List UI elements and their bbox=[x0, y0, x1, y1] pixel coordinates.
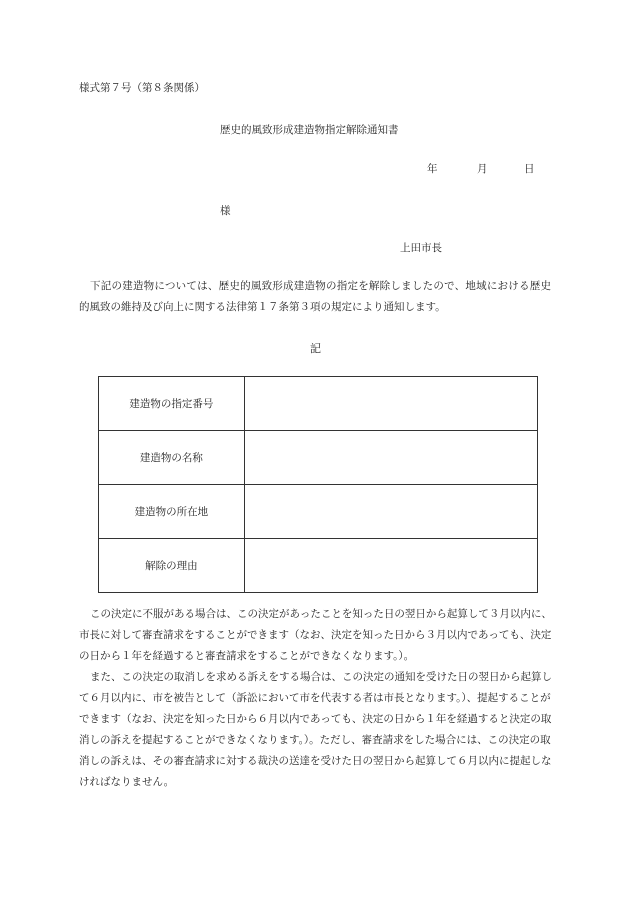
table-row bbox=[99, 431, 538, 485]
date-year-label: 年 bbox=[427, 163, 438, 175]
appeal-paragraph-review: この決定に不服がある場合は、この決定があったことを知った日の翌日から起算して３月以内に、市長に対して審査請求をすることができます（なお、決定を知った日から３月以内であっても、決定の日から１年を経過すると審査請求をすることができなくなります。）。 bbox=[79, 608, 552, 662]
addressee-suffix: 様 bbox=[220, 205, 231, 217]
table-row bbox=[99, 539, 538, 593]
building-location-value[interactable] bbox=[244, 485, 537, 539]
appeal-notice bbox=[79, 604, 559, 793]
issuer-name: 上田市長 bbox=[400, 242, 442, 254]
appeal-paragraph-lawsuit: また、この決定の取消しを求める訴えをする場合は、この決定の通知を受けた日の翌日から起算して６月以内に、市を被告として（訴訟において市を代表する者は市長となります。）、提起することができます（なお、決定を知った日から６月以内であっても、決定の日から１年を経過すると決定の取消しの訴えを提起することができなくなります。）。ただし、審査請求をした場合には、この決定の取消しの訴えは、その審査請求に対する裁決の送達を受けた日の翌日から起算して６月以内に提起しなければなりません。 bbox=[79, 671, 552, 788]
date-line bbox=[0, 161, 630, 177]
designation-number-value[interactable] bbox=[244, 377, 537, 431]
date-day-label: 日 bbox=[524, 163, 535, 175]
intro-paragraph: 下記の建造物については、歴史的風致形成建造物の指定を解除しましたので、地域における歴史的風致の維持及び向上に関する法律第１７条第３項の規定により通知します。 bbox=[79, 280, 551, 313]
building-info-table bbox=[98, 376, 538, 593]
ki-heading: 記 bbox=[310, 342, 321, 355]
table-row bbox=[99, 485, 538, 539]
document-title: 歴史的風致形成建造物指定解除通知書 bbox=[220, 124, 399, 136]
form-number: 様式第７号（第８条関係） bbox=[79, 82, 205, 94]
cancellation-reason-label: 解除の理由 bbox=[99, 539, 245, 593]
building-location-label: 建造物の所在地 bbox=[99, 485, 245, 539]
date-month-label: 月 bbox=[477, 163, 488, 175]
building-name-label: 建造物の名称 bbox=[99, 431, 245, 485]
cancellation-reason-value[interactable] bbox=[244, 539, 537, 593]
designation-number-label: 建造物の指定番号 bbox=[99, 377, 245, 431]
table-row bbox=[99, 377, 538, 431]
building-name-value[interactable] bbox=[244, 431, 537, 485]
